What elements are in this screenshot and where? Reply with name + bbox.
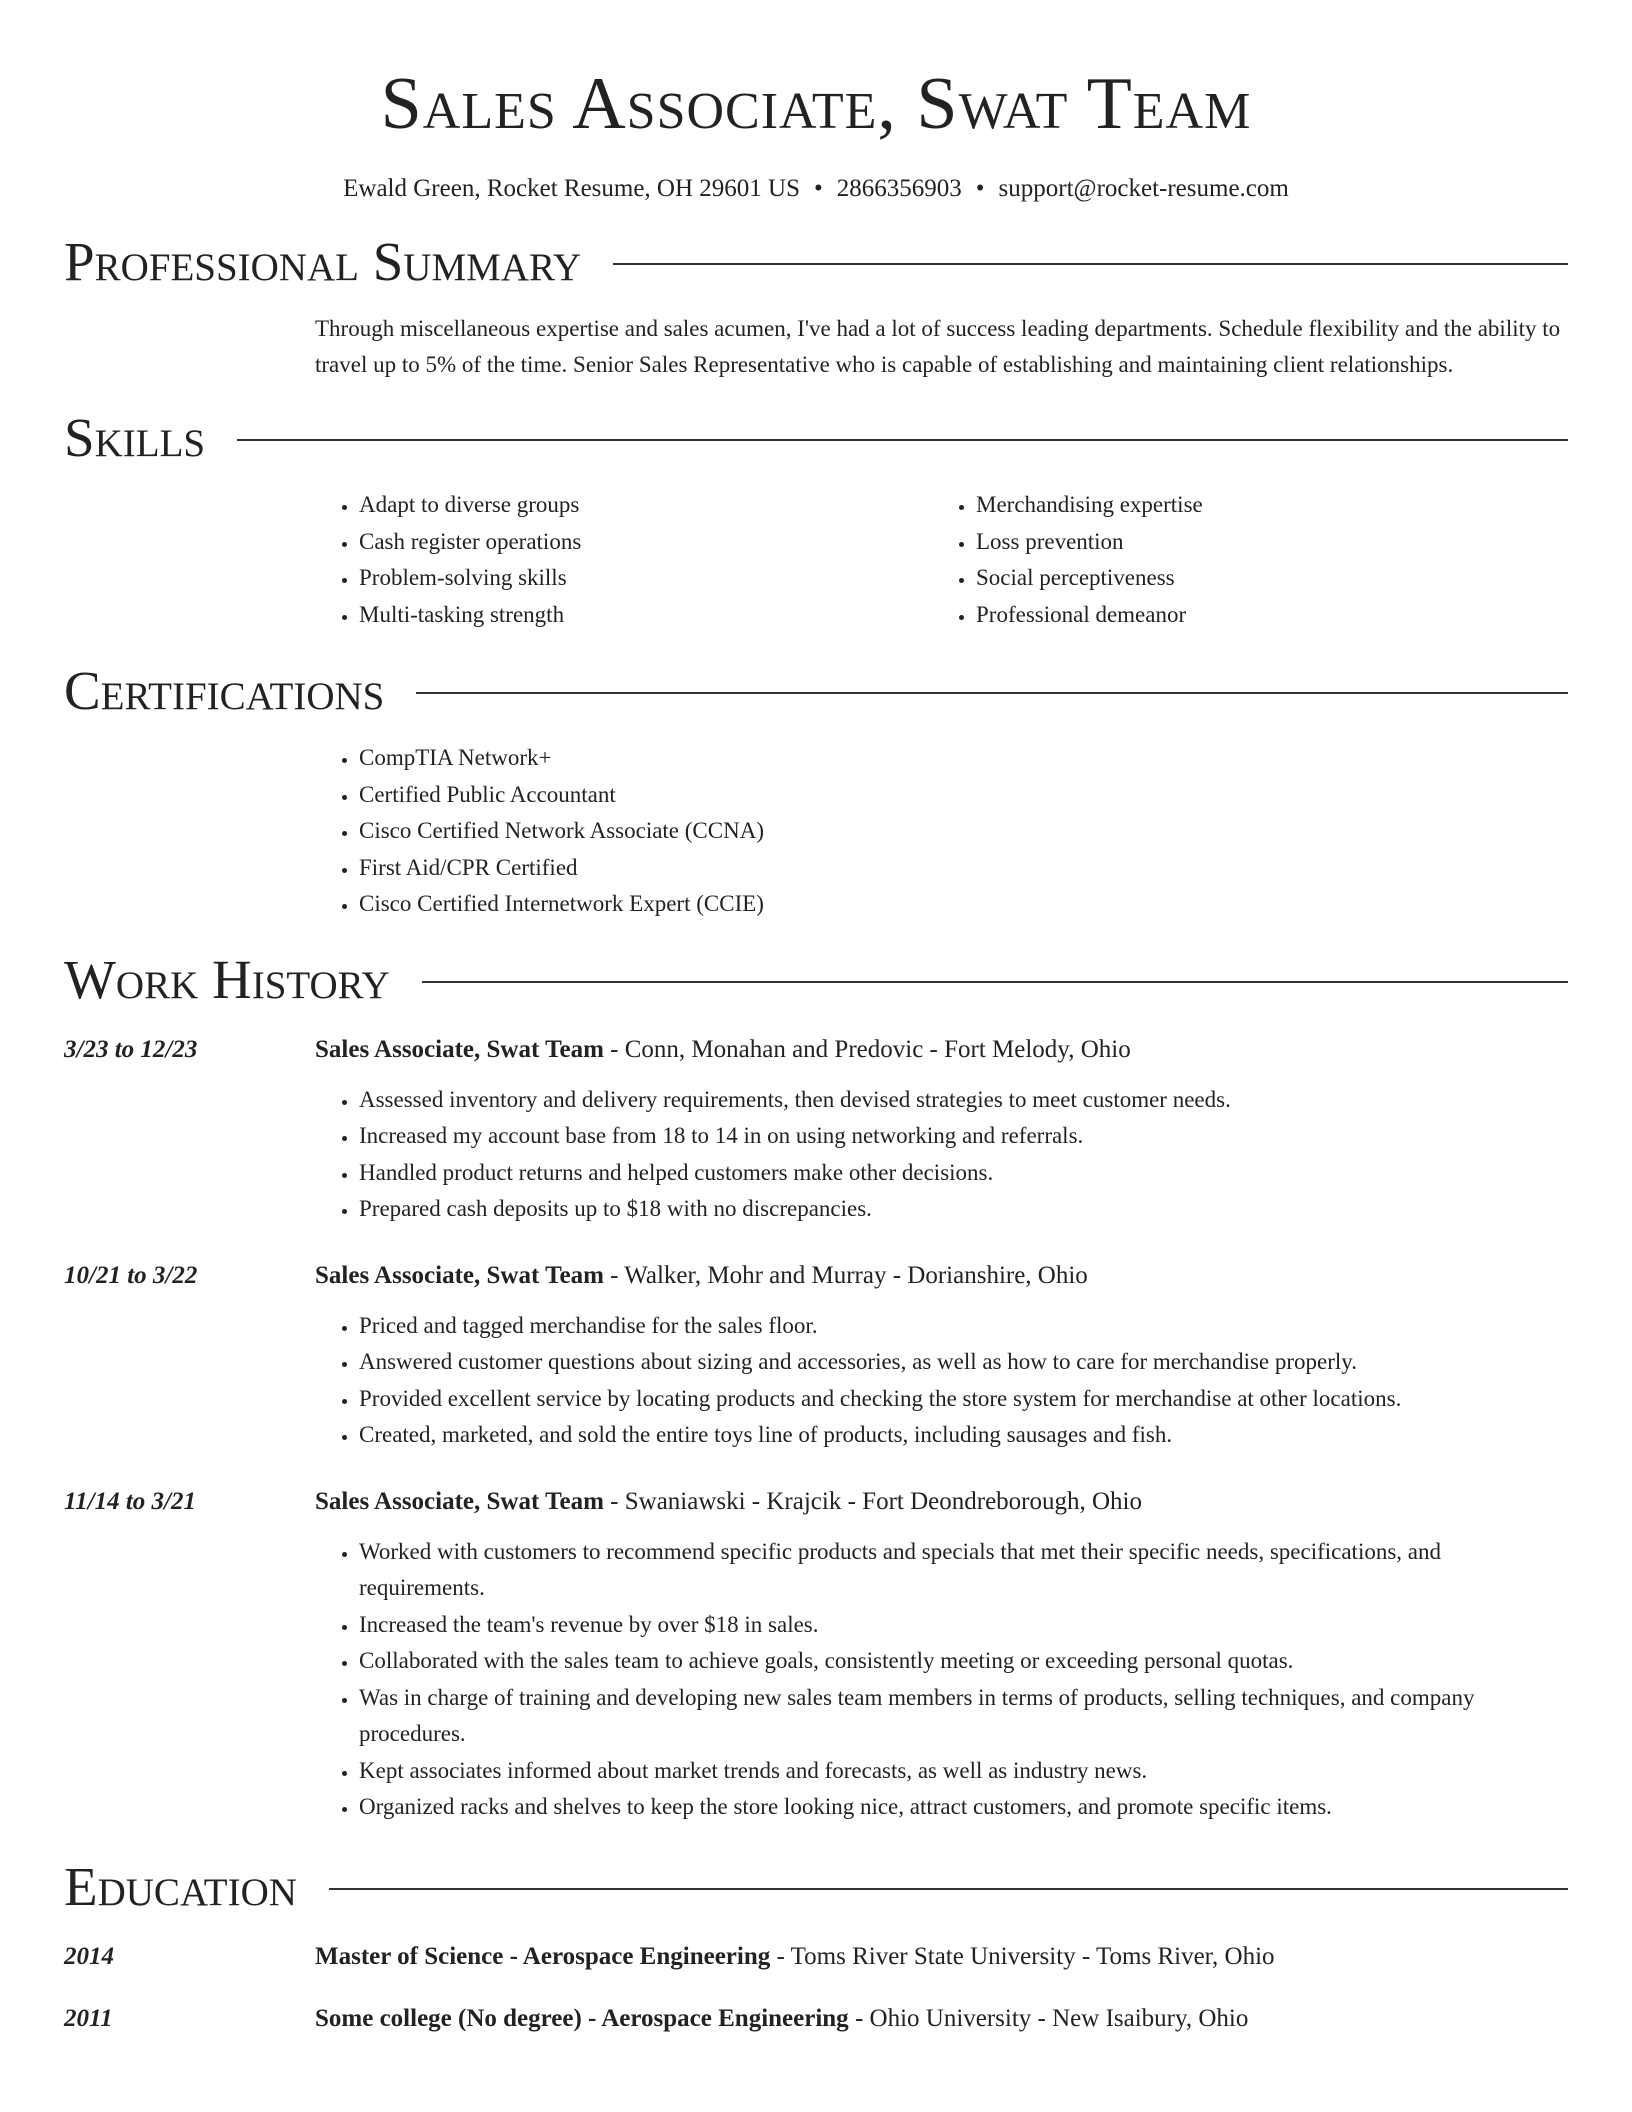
section-divider <box>329 1888 1568 1890</box>
skill-item: • Cash register operations <box>359 524 932 561</box>
education-section <box>64 1852 1568 2036</box>
certification-item: • Certified Public Accountant <box>359 777 1568 814</box>
summary-header <box>64 227 1568 297</box>
education-entry <box>64 1940 1568 1974</box>
job-bullet: • Kept associates informed about market trends and forecasts, as well as industry news. <box>359 1753 1568 1790</box>
education-heading: Education <box>64 1855 297 1917</box>
education-details: - Ohio University - New Isaibury, Ohio <box>848 2004 1249 2032</box>
contact-separator: • <box>814 175 823 202</box>
job-bullets <box>315 1308 1568 1454</box>
job-heading <box>315 1033 1131 1067</box>
skill-item: • Problem-solving skills <box>359 560 932 597</box>
job-dates: 3/23 to 12/23 <box>64 1035 198 1063</box>
contact-line <box>64 172 1568 206</box>
certification-item: • First Aid/CPR Certified <box>359 850 1568 887</box>
job-bullets <box>315 1082 1568 1228</box>
certification-item: • CompTIA Network+ <box>359 740 1568 777</box>
education-year: 2011 <box>64 2004 113 2032</box>
education-degree: Some college (No degree) - Aerospace Engineering <box>315 2004 849 2032</box>
summary-section <box>64 227 1568 383</box>
certification-item: • Cisco Certified Internetwork Expert (CCIE) <box>359 886 1568 923</box>
job-bullet: • Created, marketed, and sold the entire toys line of products, including sausages and fish. <box>359 1417 1568 1454</box>
job-heading <box>315 1259 1088 1293</box>
job-bullets <box>315 1534 1568 1826</box>
job-dates: 11/14 to 3/21 <box>64 1487 196 1515</box>
job-details: - Walker, Mohr and Murray - Dorianshire, Ohio <box>603 1261 1088 1289</box>
job-entry <box>64 1259 1568 1454</box>
job-details: - Conn, Monahan and Predovic - Fort Melody, Ohio <box>603 1035 1131 1063</box>
education-entry <box>64 2002 1568 2036</box>
education-degree: Master of Science - Aerospace Engineering <box>315 1942 771 1970</box>
education-details: - Toms River State University - Toms River, Ohio <box>770 1942 1275 1970</box>
job-bullet: • Was in charge of training and developing new sales team members in terms of products, selling techniques, and company procedures. <box>359 1680 1568 1753</box>
contact-email[interactable]: support@rocket-resume.com <box>998 175 1289 202</box>
job-bullet: • Increased my account base from 18 to 14 in on using networking and referrals. <box>359 1118 1568 1155</box>
resume-title: Sales Associate, Swat Team <box>380 63 1252 145</box>
skills-list-right <box>932 487 1549 633</box>
job-details: - Swaniawski - Krajcik - Fort Deondreborough, Ohio <box>603 1487 1142 1515</box>
job-title: Sales Associate, Swat Team <box>315 1487 604 1515</box>
skill-item: • Loss prevention <box>976 524 1549 561</box>
job-bullet: • Increased the team's revenue by over $18 in sales. <box>359 1607 1568 1644</box>
education-heading-line <box>315 2002 1248 2036</box>
job-bullet: • Worked with customers to recommend specific products and specials that met their specific needs, specifications, and requirements. <box>359 1534 1568 1607</box>
job-bullet: • Provided excellent service by locating products and checking the store system for merchandise at other locations. <box>359 1381 1568 1418</box>
work-history-section <box>64 945 1568 1826</box>
education-year: 2014 <box>64 1942 114 1970</box>
section-divider <box>613 263 1568 265</box>
job-entry <box>64 1485 1568 1826</box>
certifications-section <box>64 656 1568 923</box>
skill-item: • Social perceptiveness <box>976 560 1549 597</box>
job-entry <box>64 1033 1568 1228</box>
skill-item: • Adapt to diverse groups <box>359 487 932 524</box>
section-divider <box>237 439 1568 441</box>
work-history-header <box>64 945 1568 1015</box>
certification-item: • Cisco Certified Network Associate (CCNA) <box>359 813 1568 850</box>
job-bullet: • Priced and tagged merchandise for the sales floor. <box>359 1308 1568 1345</box>
certifications-list <box>315 740 1568 923</box>
job-bullet: • Answered customer questions about sizing and accessories, as well as how to care for merchandise properly. <box>359 1344 1568 1381</box>
skills-header <box>64 403 1568 473</box>
skill-item: • Merchandising expertise <box>976 487 1549 524</box>
job-bullet: • Organized racks and shelves to keep the store looking nice, attract customers, and promote specific items. <box>359 1789 1568 1826</box>
job-bullet: • Assessed inventory and delivery requirements, then devised strategies to meet customer needs. <box>359 1082 1568 1119</box>
job-title: Sales Associate, Swat Team <box>315 1261 604 1289</box>
summary-text: Through miscellaneous expertise and sales acumen, I've had a lot of success leading departments. Schedule flexibility and the ability to travel up to 5% of the time. Senior Sales Representative who is capable of establishing and maintaining client relationships. <box>315 316 1561 377</box>
job-heading <box>315 1485 1142 1519</box>
resume-page <box>64 0 1568 2036</box>
summary-heading: Professional Summary <box>64 231 582 292</box>
skill-item: • Professional demeanor <box>976 597 1549 634</box>
skill-item: • Multi-tasking strength <box>359 597 932 634</box>
education-header <box>64 1852 1568 1922</box>
job-title: Sales Associate, Swat Team <box>315 1035 604 1063</box>
contact-phone: 2866356903 <box>836 175 962 202</box>
certifications-heading: Certifications <box>64 660 385 721</box>
education-heading-line <box>315 1940 1275 1974</box>
job-bullet: • Handled product returns and helped customers make other decisions. <box>359 1155 1568 1192</box>
skills-heading: Skills <box>64 407 206 468</box>
section-divider <box>416 692 1568 694</box>
job-dates: 10/21 to 3/22 <box>64 1261 198 1289</box>
job-bullet: • Collaborated with the sales team to achieve goals, consistently meeting or exceeding personal quotas. <box>359 1643 1568 1680</box>
contact-address: Ewald Green, Rocket Resume, OH 29601 US <box>343 175 801 202</box>
skills-list-left <box>315 487 932 633</box>
section-divider <box>422 981 1568 983</box>
certifications-header <box>64 656 1568 726</box>
work-history-heading: Work History <box>64 948 390 1010</box>
job-bullet: • Prepared cash deposits up to $18 with no discrepancies. <box>359 1191 1568 1228</box>
contact-separator: • <box>975 175 985 202</box>
skills-section <box>64 403 1568 633</box>
